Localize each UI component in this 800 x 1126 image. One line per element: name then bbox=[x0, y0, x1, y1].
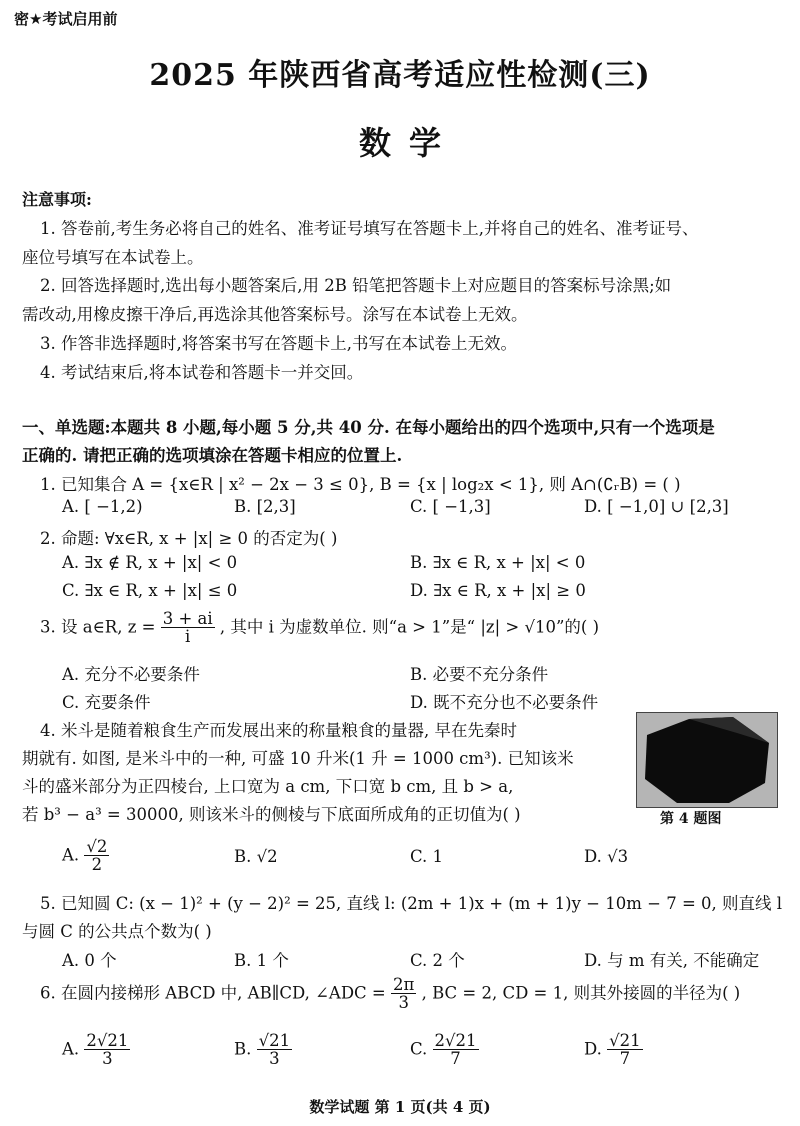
fraction-numerator: √21 bbox=[609, 1031, 641, 1050]
fraction-denominator: 3 bbox=[102, 1049, 113, 1069]
question-1-stem: 1. 已知集合 A = {x∈R | x² − 2x − 3 ≤ 0}, B = {x | log₂x < 1}, 则 A∩(∁ᵣB) = ( ) bbox=[40, 475, 681, 494]
notice-line: 2. 回答选择题时,选出每小题答案后,用 2B 铅笔把答题卡上对应题目的答案标号涂黑;如 bbox=[40, 276, 672, 295]
subject-title: 数学 bbox=[358, 124, 459, 162]
confidential-label: 密★考试启用前 bbox=[14, 10, 118, 28]
fraction-numerator: 2π bbox=[393, 975, 415, 994]
option-value: √3 bbox=[607, 847, 629, 866]
question-3-option-a: A. 充分不必要条件 bbox=[62, 665, 200, 684]
section-heading: 一、单选题:本题共 8 小题,每小题 5 分,共 40 分. 在每小题给出的四个选项中,只有一个选项是 bbox=[22, 418, 715, 437]
question-6-fraction bbox=[391, 976, 416, 1012]
option-fraction bbox=[257, 1032, 293, 1068]
question-2-option-b: B. ∃x ∈ R, x + |x| < 0 bbox=[410, 553, 586, 572]
option-fraction bbox=[433, 1032, 479, 1068]
question-3-option-c: C. 充要条件 bbox=[62, 693, 151, 712]
question-5-line: 5. 已知圆 C: (x − 1)² + (y − 2)² = 25, 直线 l: (2m + 1)x + (m + 1)y − 10m − 7 = 0, 则直线 l bbox=[40, 894, 783, 913]
option-value: √2 bbox=[256, 847, 278, 866]
question-6-option-d bbox=[584, 1032, 643, 1068]
question-2-stem: 2. 命题: ∀x∈R, x + |x| ≥ 0 的否定为( ) bbox=[40, 529, 338, 548]
question-6-option-c bbox=[410, 1032, 479, 1068]
question-1-option-d: D. [ −1,0] ∪ [2,3] bbox=[584, 497, 729, 516]
notice-line: 座位号填写在本试卷上。 bbox=[22, 248, 204, 267]
question-6-option-b bbox=[234, 1032, 292, 1068]
question-1-option-b: B. [2,3] bbox=[234, 497, 296, 516]
question-4-line: 斗的盛米部分为正四棱台, 上口宽为 a cm, 下口宽 b cm, 且 b > a, bbox=[22, 777, 514, 796]
notice-line: 需改动,用橡皮擦干净后,再选涂其他答案标号。涂写在本试卷上无效。 bbox=[22, 305, 528, 324]
option-letter: B. bbox=[234, 847, 252, 866]
fraction-denominator: 3 bbox=[269, 1049, 280, 1069]
option-fraction bbox=[84, 838, 109, 874]
fraction-numerator: √2 bbox=[86, 837, 108, 856]
option-letter: D. bbox=[584, 847, 602, 866]
fraction-denominator: 7 bbox=[450, 1049, 461, 1069]
fraction-numerator: 2√21 bbox=[434, 1031, 477, 1050]
question-6-stem bbox=[40, 976, 740, 1012]
notice-heading: 注意事项: bbox=[22, 190, 92, 209]
question-3-stem bbox=[40, 610, 599, 646]
question-3-fraction bbox=[161, 610, 215, 646]
notice-line: 4. 考试结束后,将本试卷和答题卡一并交回。 bbox=[40, 363, 364, 382]
question-2-option-a: A. ∃x ∉ R, x + |x| < 0 bbox=[62, 553, 238, 572]
option-letter: A. bbox=[62, 1039, 80, 1059]
fraction-denominator: i bbox=[185, 627, 191, 647]
fraction-denominator: 2 bbox=[91, 855, 103, 875]
question-5-option-c: C. 2 个 bbox=[410, 951, 465, 970]
rice-measure-figure bbox=[636, 712, 778, 808]
fraction-denominator: 7 bbox=[619, 1049, 631, 1069]
section-heading: 正确的. 请把正确的选项填涂在答题卡相应的位置上. bbox=[22, 446, 403, 465]
question-1-option-a: A. [ −1,2) bbox=[62, 497, 143, 516]
option-value: 1 bbox=[432, 847, 444, 866]
question-4-option-d bbox=[584, 847, 628, 866]
question-6-option-a bbox=[62, 1032, 130, 1068]
question-5-option-a: A. 0 个 bbox=[62, 951, 117, 970]
option-letter: D. bbox=[584, 1039, 602, 1059]
question-2-option-c: C. ∃x ∈ R, x + |x| ≤ 0 bbox=[62, 581, 238, 600]
option-letter: B. bbox=[234, 1039, 252, 1059]
fraction-numerator: 3 + ai bbox=[162, 609, 213, 628]
option-letter: C. bbox=[410, 847, 428, 866]
fraction-numerator: 2√21 bbox=[86, 1031, 129, 1050]
question-3-option-d: D. 既不充分也不必要条件 bbox=[410, 693, 599, 712]
exam-title: 2025 年陕西省高考适应性检测(三) bbox=[149, 58, 651, 93]
question-3-option-b: B. 必要不充分条件 bbox=[410, 665, 549, 684]
question-4-line: 期就有. 如图, 是米斗中的一种, 可盛 10 升米(1 升 = 1000 cm³). 已知该米 bbox=[22, 749, 574, 768]
notice-line: 3. 作答非选择题时,将答案书写在答题卡上,书写在本试卷上无效。 bbox=[40, 334, 517, 353]
question-5-option-d: D. 与 m 有关, 不能确定 bbox=[584, 951, 760, 970]
page-footer: 数学试题 第 1 页(共 4 页) bbox=[309, 1098, 491, 1116]
question-3-stem-suffix: , 其中 i 为虚数单位. 则“a > 1”是“ |z| > √10”的( ) bbox=[219, 617, 600, 637]
option-fraction bbox=[84, 1032, 130, 1068]
question-4-line: 若 b³ − a³ = 30000, 则该米斗的侧棱与下底面所成角的正切值为( ) bbox=[22, 805, 521, 824]
question-4-line: 4. 米斗是随着粮食生产而发展出来的称量粮食的量器, 早在先秦时 bbox=[40, 721, 517, 740]
question-5-option-b: B. 1 个 bbox=[234, 951, 289, 970]
question-6-stem-suffix: , BC = 2, CD = 1, 则其外接圆的半径为( ) bbox=[421, 983, 741, 1003]
fraction-denominator: 3 bbox=[398, 993, 409, 1013]
question-3-stem-prefix: 3. 设 a∈R, z = bbox=[40, 617, 156, 637]
option-letter: A. bbox=[62, 845, 80, 865]
question-4-option-a bbox=[62, 838, 109, 874]
fraction-numerator: √21 bbox=[258, 1031, 291, 1050]
option-letter: C. bbox=[410, 1039, 428, 1059]
question-4-option-c bbox=[410, 847, 443, 866]
option-fraction bbox=[607, 1032, 643, 1068]
question-6-stem-prefix: 6. 在圆内接梯形 ABCD 中, AB∥CD, ∠ADC = bbox=[40, 983, 386, 1003]
figure-caption: 第 4 题图 bbox=[660, 811, 722, 827]
question-2-option-d: D. ∃x ∈ R, x + |x| ≥ 0 bbox=[410, 581, 586, 600]
notice-line: 1. 答卷前,考生务必将自己的姓名、准考证号填写在答题卡上,并将自己的姓名、准考证号、 bbox=[40, 219, 699, 238]
question-4-option-b bbox=[234, 847, 278, 866]
question-5-line: 与圆 C 的公共点个数为( ) bbox=[22, 922, 212, 941]
question-1-option-c: C. [ −1,3] bbox=[410, 497, 491, 516]
